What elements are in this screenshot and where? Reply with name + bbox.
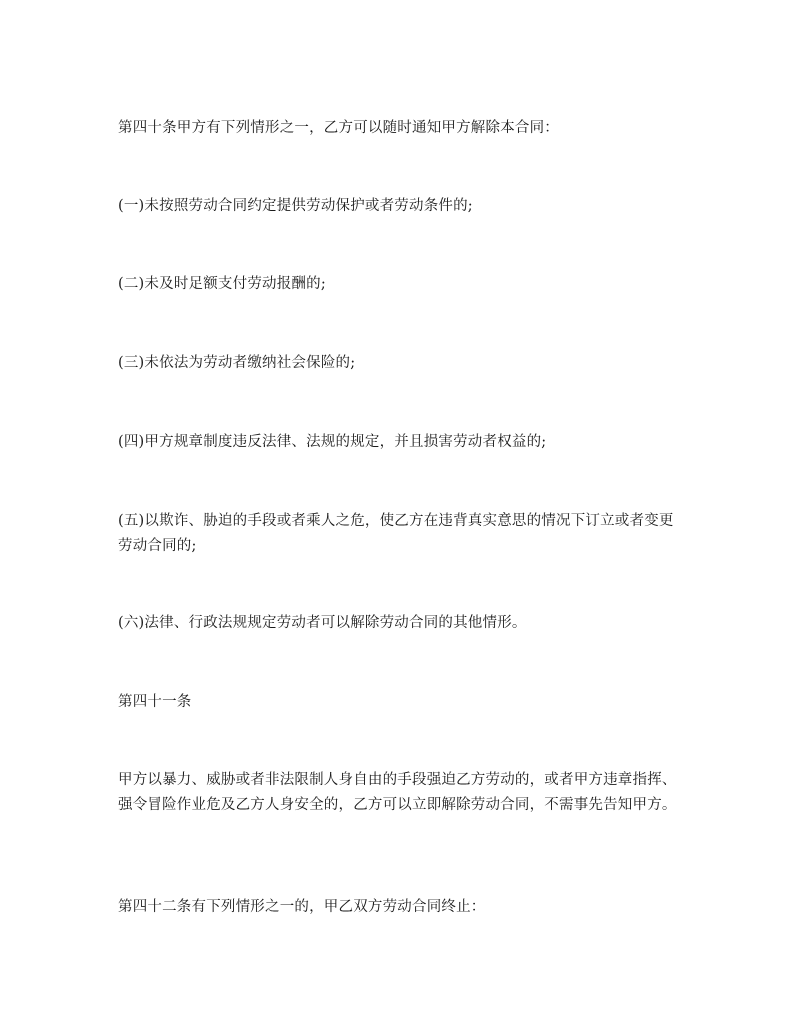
article-40-item-5: (五)以欺诈、胁迫的手段或者乘人之危，使乙方在违背真实意思的情况下订立或者变更劳动合同的; — [118, 513, 674, 554]
article-42-heading: 第四十二条有下列情形之一的，甲乙双方劳动合同终止： — [118, 899, 486, 915]
article-40-item-2: (二)未及时足额支付劳动报酬的; — [118, 276, 326, 292]
article-40-item-3: (三)未依法为劳动者缴纳社会保险的; — [118, 355, 356, 371]
article-41-body: 甲方以暴力、威胁或者非法限制人身自由的手段强迫乙方劳动的，或者甲方违章指挥、强令冒险作业危及乙方人身安全的，乙方可以立即解除劳动合同，不需事先告知甲方。 — [118, 772, 677, 813]
article-40-item-4: (四)甲方规章制度违反法律、法规的规定，并且损害劳动者权益的; — [118, 434, 547, 450]
article-40-item-1: (一)未按照劳动合同约定提供劳动保护或者劳动条件的; — [118, 198, 473, 214]
article-40-heading: 第四十条甲方有下列情形之一，乙方可以随时通知甲方解除本合同： — [118, 120, 559, 136]
article-40-item-6: (六)法律、行政法规规定劳动者可以解除劳动合同的其他情形。 — [118, 615, 527, 631]
article-41-heading: 第四十一条 — [118, 694, 192, 710]
